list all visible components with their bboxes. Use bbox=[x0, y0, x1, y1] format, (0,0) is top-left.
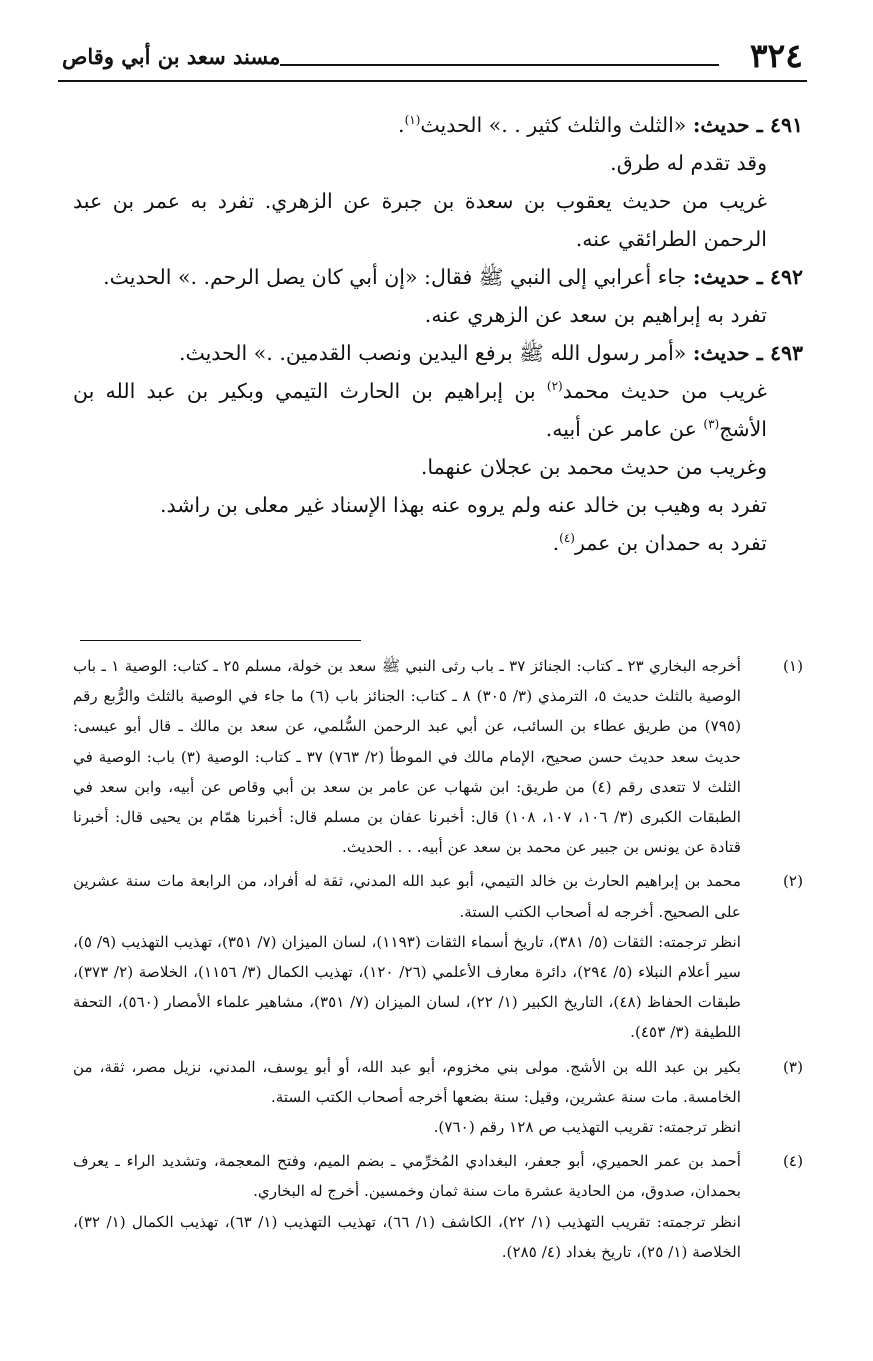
paragraph-text: تفرد به إبراهيم بن سعد عن الزهري عنه. bbox=[424, 303, 767, 327]
footnote-ref: (٢) bbox=[546, 379, 563, 394]
footnotes bbox=[73, 651, 803, 1271]
hadith-number: ٤٩٢ ـ حديث: bbox=[692, 265, 803, 289]
footnote-number: (١) bbox=[782, 657, 803, 675]
main-text bbox=[73, 106, 803, 562]
running-title: مسند سعد بن أبي وقاص bbox=[62, 44, 281, 69]
footnote-text: انظر ترجمته: تقريب التهذيب ص ١٢٨ رقم (٧٦٠). bbox=[433, 1118, 741, 1137]
punctuation: . bbox=[398, 113, 405, 137]
paragraph-text: تفرد به حمدان بن عمر bbox=[574, 531, 767, 555]
paragraph-text: «أمر رسول الله ﷺ برفع اليدين ونصب القدمين. .» الحديث. bbox=[178, 341, 693, 365]
punctuation: . bbox=[552, 531, 560, 555]
footnote-text: أخرجه البخاري ٢٣ ـ كتاب: الجنائز ٣٧ ـ باب رثى النبي ﷺ سعد بن خولة، مسلم ٢٥ ـ كتاب: الوصية ١ ـ باب الوصية بالثلث حديث ٥، الترمذي (٣/ ٣٠٥) ٨ ـ كتاب: الجنائز باب (٦) ما جاء في الوصية بالثلث والرُّبع رقم (٧٩٥) من طريق عطاء بن السائب، عن أبي عبد الرحمن السُّلمي، عن سعد بن مالك ـ قال أبو عيسى: حديث سعد حديث حسن صحيح، الإمام مالك في الموطأ (٢/ ٧٦٣) ٣٧ ـ كتاب: الوصية (٣) باب: الوصية في الثلث لا تتعدى رقم (٤) من طريق: ابن شهاب عن عامر بن سعد بن أبي وقاص عن أبيه، وابن سعد في الطبقات الكبرى (٣/ ١٠٦، ١٠٧، ١٠٨) قال: أخبرنا عفان بن مسلم قال: أخبرنا همّام بن يحيى قال: أخبرنا قتادة عن يونس بن جبير عن محمد بن سعد عن أبيه. . . الحديث. bbox=[73, 657, 742, 857]
footnote-ref: (٣) bbox=[703, 417, 720, 432]
footnote bbox=[73, 651, 803, 862]
paragraph bbox=[73, 144, 803, 182]
header-rule bbox=[280, 64, 719, 66]
footnote-ref: (١) bbox=[404, 113, 421, 128]
footnote-number: (٣) bbox=[782, 1057, 803, 1076]
hadith-number: ٤٩١ ـ حديث: bbox=[692, 113, 803, 137]
footnote-separator bbox=[80, 640, 361, 641]
hadith-paragraph bbox=[73, 106, 803, 144]
footnote-ref: (٤) bbox=[559, 531, 575, 546]
footnote-number: (٢) bbox=[782, 872, 803, 891]
hadith-paragraph bbox=[73, 334, 803, 372]
footnote-number: (٤) bbox=[782, 1152, 803, 1171]
paragraph-text: تفرد به وهيب بن خالد عنه ولم يروه عنه بهذا الإسناد غير معلى بن راشد. bbox=[159, 493, 767, 517]
paragraph-text: عن عامر عن أبيه. bbox=[545, 417, 704, 441]
page-number: ٣٢٤ bbox=[749, 36, 803, 75]
paragraph-text: جاء أعرابي إلى النبي ﷺ فقال: «إن أبي كان يصل الرحم. .» الحديث. bbox=[103, 265, 693, 289]
footnote bbox=[73, 1052, 803, 1143]
paragraph-text: غريب من حديث يعقوب بن سعدة بن جبرة عن الزهري. تفرد به عمر بن عبد الرحمن الطرائقي عنه. bbox=[73, 189, 767, 251]
footnote-text: بكير بن عبد الله بن الأشج. مولى بني مخزوم، أبو عبد الله، أو أبو يوسف، المدني، نزيل مصر، ثقة، من الخامسة. مات سنة عشرين، وقيل: سنة بضعها أخرجه أصحاب الكتب الستة. bbox=[73, 1057, 741, 1106]
footnote bbox=[73, 866, 803, 1047]
paragraph-text: غريب من حديث محمد bbox=[562, 379, 767, 403]
footnote-text: انظر ترجمته: تقريب التهذيب (١/ ٢٢)، الكاشف (١/ ٦٦)، تهذيب التهذيب (١/ ٦٣)، تهذيب الكمال (١/ ٣٢)، الخلاصة (١/ ٢٥)، تاريخ بغداد (٤/ ٢٨٥). bbox=[73, 1212, 741, 1261]
paragraph-text: «الثلث والثلث كثير . .» الحديث bbox=[420, 113, 693, 137]
paragraph bbox=[73, 182, 803, 258]
footnote bbox=[73, 1146, 803, 1267]
footnote-text: محمد بن إبراهيم الحارث بن خالد التيمي، أبو عبد الله المدني، ثقة له أفراد، من الرابعة مات سنة عشرين على الصحيح. أخرجه له أصحاب الكتب الستة. bbox=[73, 872, 741, 921]
paragraph bbox=[73, 524, 803, 562]
hadith-paragraph bbox=[73, 258, 803, 296]
paragraph bbox=[73, 296, 803, 334]
footnote-text: انظر ترجمته: الثقات (٥/ ٣٨١)، تاريخ أسماء الثقات (١١٩٣)، لسان الميزان (٧/ ٣٥١)، تهذيب التهذيب (٩/ ٥)، سير أعلام النبلاء (٥/ ٢٩٤)، دائرة معارف الأعلمي (٢٦/ ١٢٠)، تهذيب الكمال (٣/ ١١٥٦)، الخلاصة (٢/ ٣٧٣)، طبقات الحفاظ (٤٨)، التاريخ الكبير (١/ ٢٢)، لسان الميزان (٧/ ٣٥١)، مشاهير علماء الأمصار (٥٦٠)، التحفة اللطيفة (٣/ ٤٥٣). bbox=[73, 932, 742, 1042]
paragraph-text: بن إبراهيم بن الحارث التيمي وبكير بن عبد الله بن الأشج bbox=[73, 379, 767, 441]
hadith-number: ٤٩٣ ـ حديث: bbox=[692, 341, 803, 365]
paragraph-text: وغريب من حديث محمد بن عجلان عنهما. bbox=[420, 455, 767, 479]
paragraph-text: وقد تقدم له طرق. bbox=[610, 151, 767, 175]
paragraph bbox=[73, 372, 803, 448]
paragraph bbox=[73, 486, 803, 524]
footnote-text: أحمد بن عمر الحميري، أبو جعفر، البغدادي المُخرِّمي ـ بضم الميم، وفتح المعجمة، وتشديد الراء ـ يعرف بحمدان، صدوق، من الحادية عشرة مات سنة ثمان وخمسين. أخرج له البخاري. bbox=[73, 1152, 741, 1201]
header-underline bbox=[58, 80, 807, 82]
paragraph bbox=[73, 448, 803, 486]
running-header bbox=[62, 36, 803, 80]
